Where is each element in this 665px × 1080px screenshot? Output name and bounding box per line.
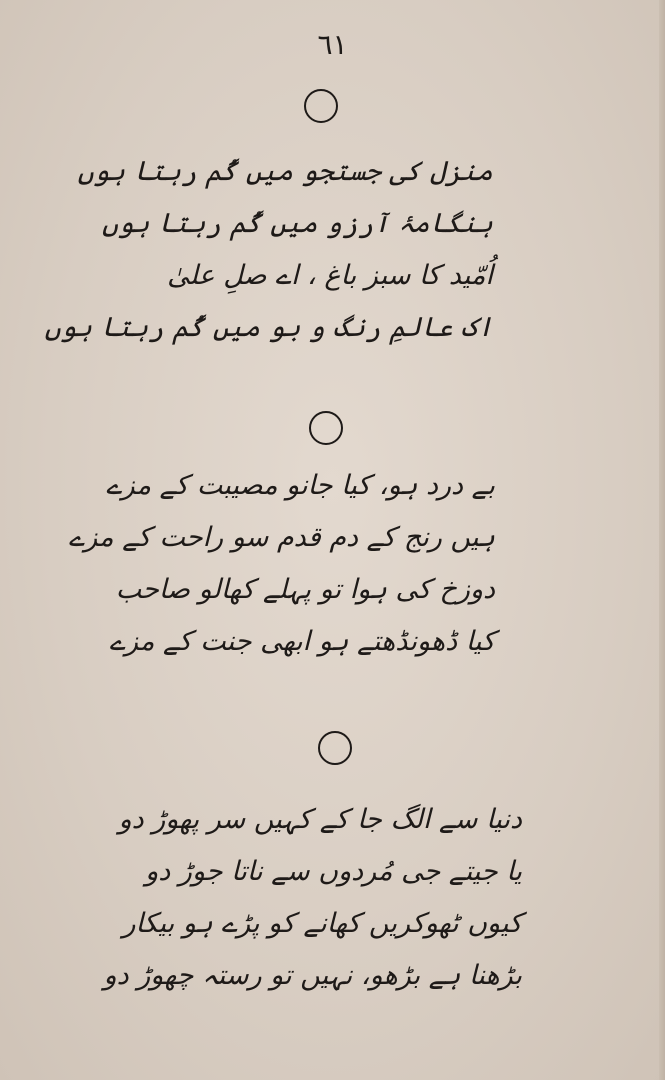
stanza-3-line-4: بڑھنا ہے بڑھو، نہیں تو رستہ چھوڑ دو — [103, 960, 522, 991]
stanza-2-line-2: ہیں رنج کے دم قدم سو راحت کے مزے — [68, 522, 495, 553]
circle-ornament-icon — [318, 731, 352, 765]
circle-ornament-icon — [309, 411, 343, 445]
stanza-2 — [68, 460, 495, 668]
stanza-1-line-3: اُمّید کا سبز باغ ، اے صلِ علیٰ — [167, 260, 493, 291]
stanza-3-line-1: دنیا سے الگ جا کے کہیں سر پھوڑ دو — [118, 804, 522, 835]
stanza-1-line-1: منزل کی جستجو میں گُم رہتا ہوں — [77, 156, 493, 187]
stanza-1 — [44, 146, 493, 354]
stanza-3-line-2: یا جیتے جی مُردوں سے ناتا جوڑ دو — [145, 856, 522, 887]
stanza-2-line-4: کیا ڈھونڈھتے ہو ابھی جنت کے مزے — [109, 626, 495, 657]
page-number: ٦١ — [317, 28, 348, 61]
page-edge — [659, 0, 665, 1080]
stanza-1-line-4: اک عالمِ رنگ و بو میں گُم رہتا ہوں — [44, 312, 493, 343]
circle-ornament-icon — [304, 89, 338, 123]
stanza-2-line-1: بے درد ہو، کیا جانو مصیبت کے مزے — [105, 470, 495, 501]
stanza-2-line-3: دوزخ کی ہوا تو پہلے کھالو صاحب — [115, 574, 495, 605]
stanza-1-line-2: ہنگامۂ آرزو میں گُم رہتا ہوں — [102, 208, 493, 239]
stanza-3 — [103, 794, 522, 1002]
stanza-3-line-3: کیوں ٹھوکریں کھانے کو پڑے ہو بیکار — [122, 908, 522, 939]
